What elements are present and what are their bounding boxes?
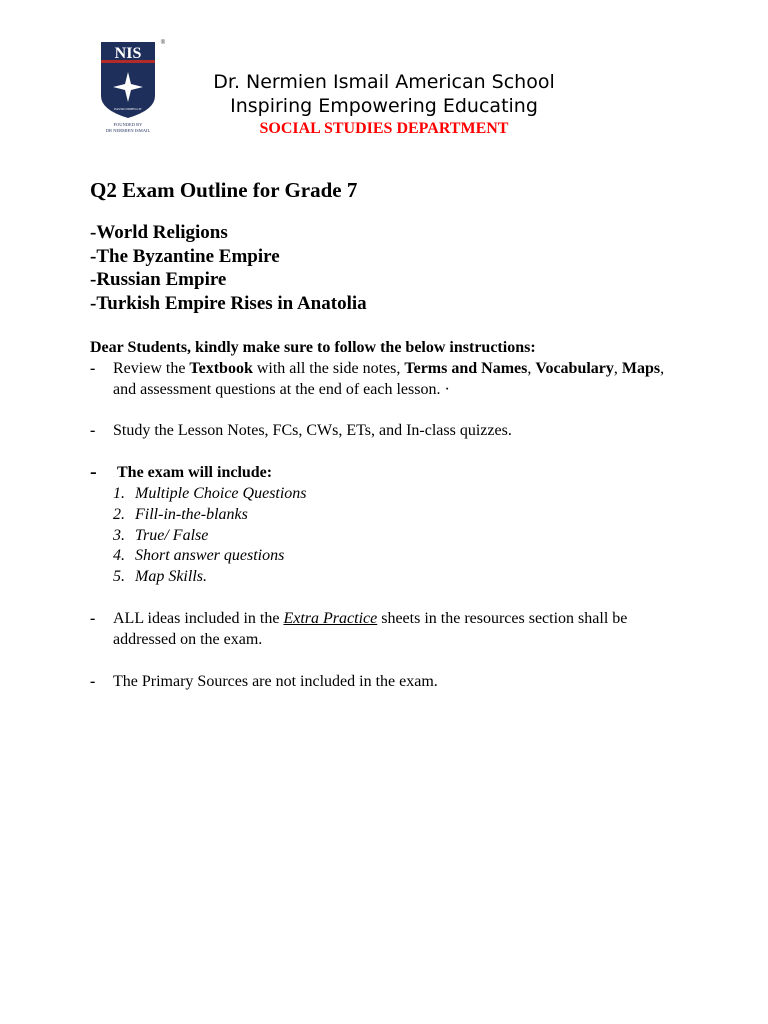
list-item: 5. Map Skills. xyxy=(113,568,207,586)
extra-practice-text: ALL ideas included in the Extra Practice sheets in the resources section shall be addressed on the exam. xyxy=(113,610,628,648)
bullet-dash: - xyxy=(90,610,96,627)
logo-letters: NIS xyxy=(114,45,142,62)
instruction-exam-includes xyxy=(90,462,680,483)
bullet-dash: - xyxy=(90,422,96,439)
logo-registered: ® xyxy=(160,40,166,46)
logo-motto: PASSIO IMPELLIT xyxy=(114,107,142,111)
exam-includes-heading: The exam will include: xyxy=(117,464,273,481)
page-title: Q2 Exam Outline for Grade 7 xyxy=(90,178,358,202)
list-item: 1. Multiple Choice Questions xyxy=(113,485,307,502)
bullet-dash: - xyxy=(90,461,97,483)
primary-sources-text: The Primary Sources are not included in the exam. xyxy=(113,673,438,690)
department-name: SOCIAL STUDIES DEPARTMENT xyxy=(259,120,509,137)
instruction-study-text: Study the Lesson Notes, FCs, CWs, ETs, and In-class quizzes. xyxy=(113,422,512,439)
instruction-extra-practice xyxy=(90,608,680,650)
logo-founder: DR NERMIEN ISMAIL xyxy=(105,128,151,133)
topic-item: -World Religions xyxy=(90,222,228,243)
instruction-review xyxy=(90,358,680,400)
school-name: Dr. Nermien Ismail American School xyxy=(213,71,555,93)
list-item: 2. Fill-in-the-blanks xyxy=(113,505,248,523)
exam-question-types xyxy=(113,484,307,588)
instruction-study xyxy=(90,420,680,441)
topic-list xyxy=(90,221,367,315)
list-item: 4. Short answer questions xyxy=(113,547,285,565)
instruction-review-text: Review the Textbook with all the side notes, Terms and Names, Vocabulary, Maps, and assessment questions at the end of each lesson. · xyxy=(113,360,665,398)
instructions-intro: Dear Students, kindly make sure to follow the below instructions: xyxy=(90,339,536,356)
school-tagline: Inspiring Empowering Educating xyxy=(230,95,538,117)
topic-item: -The Byzantine Empire xyxy=(90,245,280,267)
list-item: 3. True/ False xyxy=(113,526,209,544)
instruction-primary-sources xyxy=(90,671,680,692)
bullet-dash: - xyxy=(90,673,96,690)
extra-practice-link[interactable]: Extra Practice xyxy=(283,610,378,627)
topic-item: -Turkish Empire Rises in Anatolia xyxy=(90,292,367,314)
topic-item: -Russian Empire xyxy=(90,269,227,291)
logo-founded-by: FOUNDED BY xyxy=(113,122,143,127)
bullet-dash: - xyxy=(90,360,96,377)
